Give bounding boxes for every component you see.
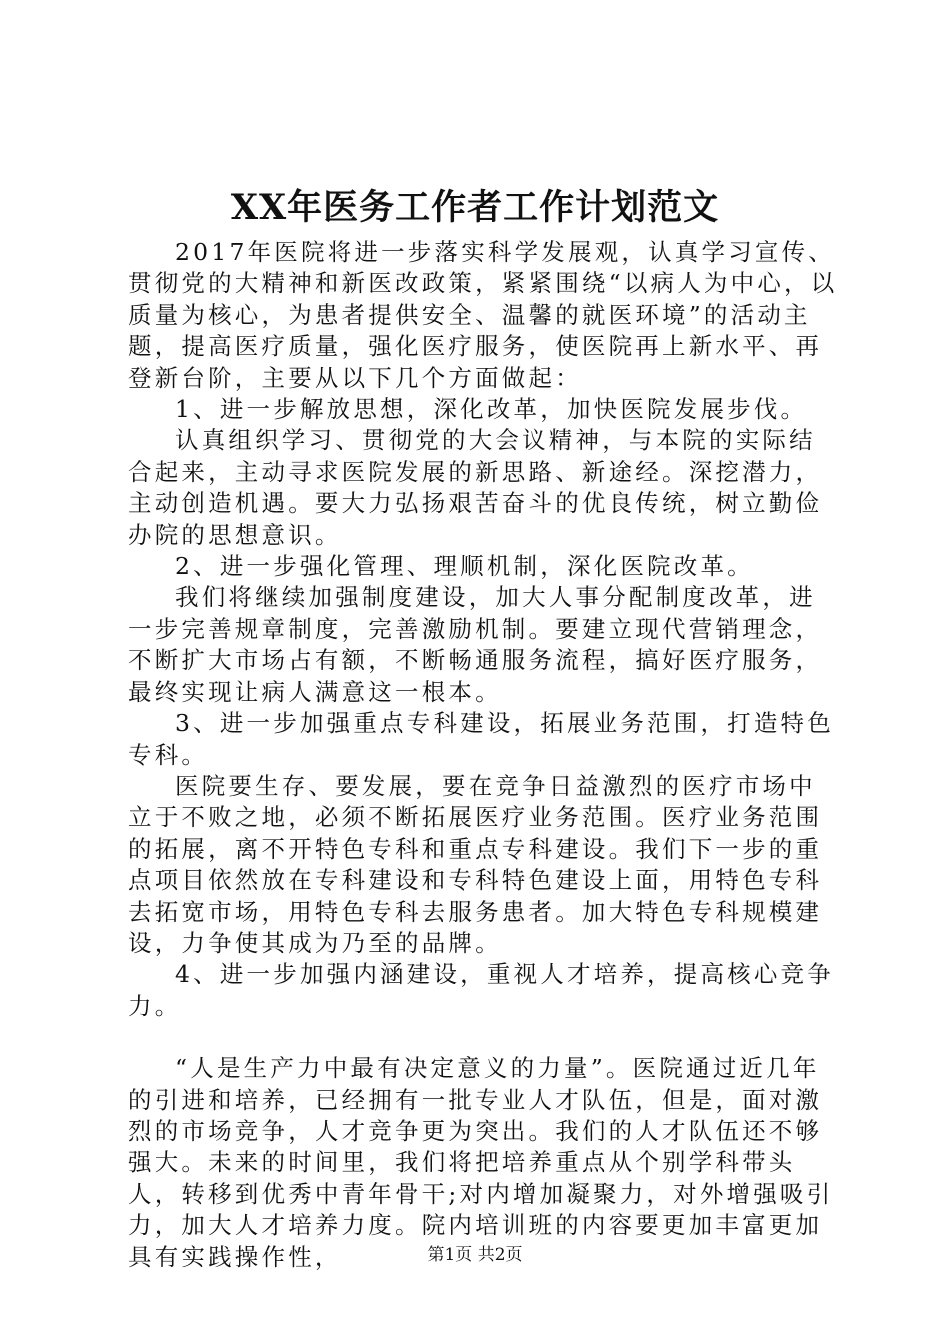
section-heading-3: 3、进一步加强重点专科建设，拓展业务范围，打造特色专科。 [128,709,834,769]
page-indicator: 第1页 共2页 [427,1245,523,1265]
section-heading-1: 1、进一步解放思想，深化改革，加快医院发展步伐。 [175,395,808,424]
document-title: XX年医务工作者工作计划范文 [230,187,720,228]
paragraph-intro: 2017年医院将进一步落实科学发展观，认真学习宣传、贯彻党的大精神和新医改政策，紧紧围绕“以病人为中心，以质量为核心，为患者提供安全、温馨的就医环境”的活动主题，提高医疗质量，强化医疗服务，使医院再上新水平、再登新台阶，主要从以下几个方面做起： [128,238,838,392]
paragraph-section-2: 我们将继续加强制度建设，加大人事分配制度改革，进一步完善规章制度，完善激励机制。要建立现代营销理念，不断扩大市场占有额，不断畅通服务流程，搞好医疗服务，最终实现让病人满意这一根本。 [128,583,823,706]
document-body [128,237,840,1273]
section-heading-4: 4、进一步加强内涵建设，重视人才培养，提高核心竞争力。 [128,960,834,1020]
section-heading-2: 2、进一步强化管理、理顺机制，深化医院改革。 [175,552,754,581]
paragraph-section-3: 医院要生存、要发展，要在竞争日益激烈的医疗市场中立于不败之地，必须不断拓展医疗业务范围。医疗业务范围的拓展，离不开特色专科和重点专科建设。我们下一步的重点项目依然放在专科建设和专科特色建设上面，用特色专科去拓宽市场，用特色专科去服务患者。加大特色专科规模建设，力争使其成为乃至的品牌。 [128,771,823,957]
paragraph-section-4: “人是生产力中最有决定意义的力量”。医院通过近几年的引进和培养，已经拥有一批专业人才队伍，但是，面对激烈的市场竞争，人才竞争更为突出。我们的人才队伍还不够强大。未来的时间里，我们将把培养重点从个别学科带头人，转移到优秀中青年骨干;对内增加凝聚力，对外增强吸引力，加大人才培养力度。院内培训班的内容要更加丰富更加具有实践操作性， [128,1054,834,1271]
paragraph-section-1: 认真组织学习、贯彻党的大会议精神，与本院的实际结合起来，主动寻求医院发展的新思路、新途经。深挖潜力，主动创造机遇。要大力弘扬艰苦奋斗的优良传统，树立勤俭办院的思想意识。 [128,426,823,549]
